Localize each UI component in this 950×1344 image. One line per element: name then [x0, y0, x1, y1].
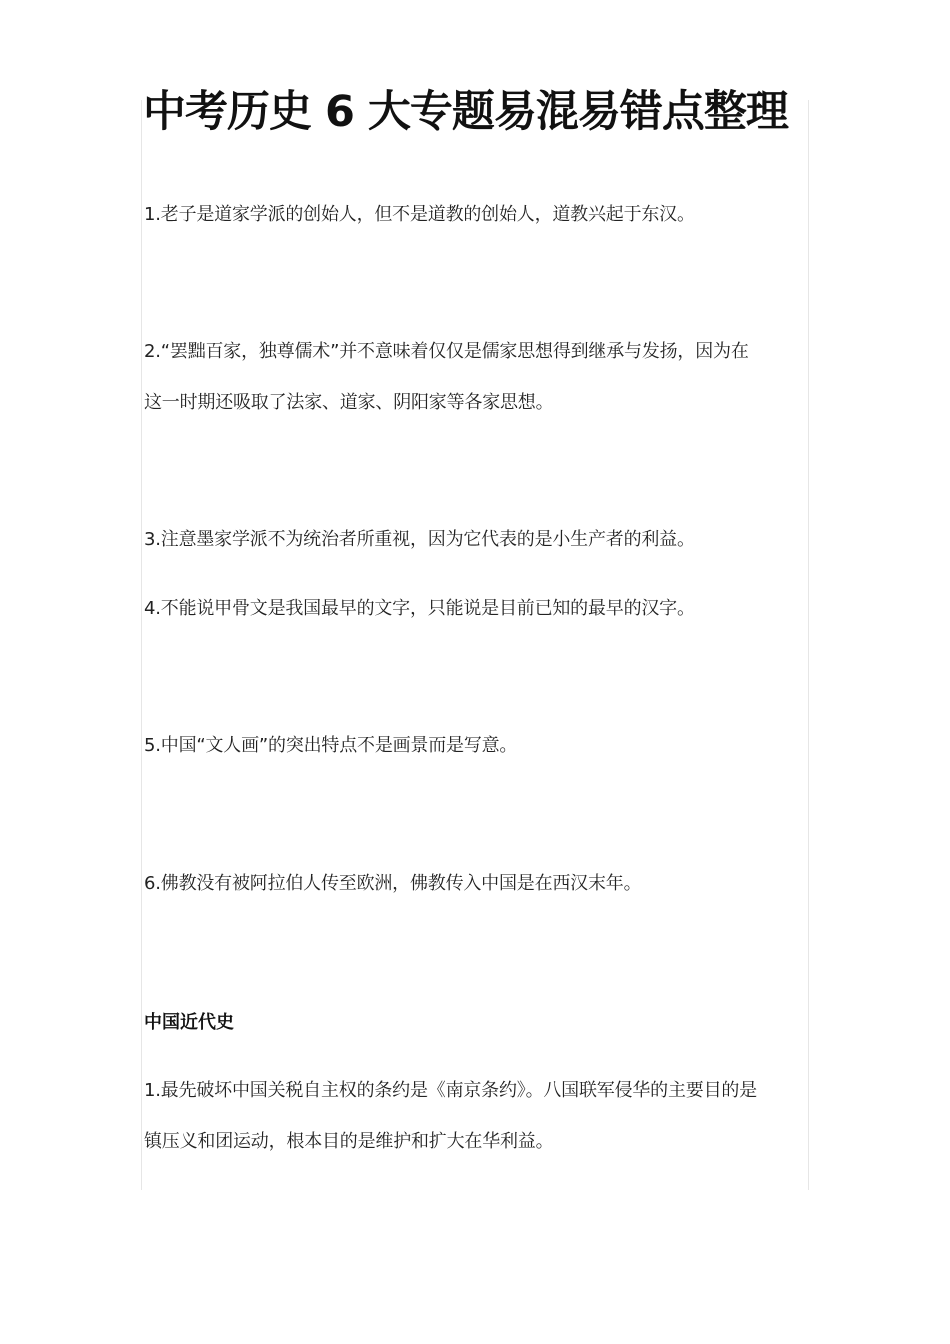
paragraph-line: 1.最先破坏中国关税自主权的条约是《南京条约》。八国联军侵华的主要目的是 [144, 1080, 757, 1101]
paragraph-line: 3.注意墨家学派不为统治者所重视，因为它代表的是小生产者的利益。 [144, 529, 695, 550]
page-border-left [141, 100, 142, 1190]
paragraph-4 [144, 583, 824, 634]
paragraph-1 [144, 189, 824, 240]
paragraph-line: 这一时期还吸取了法家、道家、阴阳家等各家思想。 [144, 392, 554, 413]
paragraph-line: 镇压义和团运动，根本目的是维护和扩大在华利益。 [144, 1131, 554, 1152]
section-heading-modern-china: 中国近代史 [144, 1012, 234, 1033]
paragraph-modern-1 [144, 1065, 824, 1167]
page-title: 中考历史 6 大专题易混易错点整理 [143, 87, 788, 137]
paragraph-2 [144, 326, 824, 428]
paragraph-3 [144, 514, 824, 565]
paragraph-line: 2.“罢黜百家，独尊儒术”并不意味着仅仅是儒家思想得到继承与发扬，因为在 [144, 341, 749, 362]
paragraph-line: 4.不能说甲骨文是我国最早的文字，只能说是目前已知的最早的汉字。 [144, 598, 695, 619]
paragraph-line: 5.中国“文人画”的突出特点不是画景而是写意。 [144, 735, 518, 756]
paragraph-6 [144, 858, 824, 909]
paragraph-5 [144, 720, 824, 771]
paragraph-line: 6.佛教没有被阿拉伯人传至欧洲，佛教传入中国是在西汉末年。 [144, 873, 642, 894]
page-border-right [808, 100, 809, 1190]
paragraph-line: 1.老子是道家学派的创始人，但不是道教的创始人，道教兴起于东汉。 [144, 204, 695, 225]
